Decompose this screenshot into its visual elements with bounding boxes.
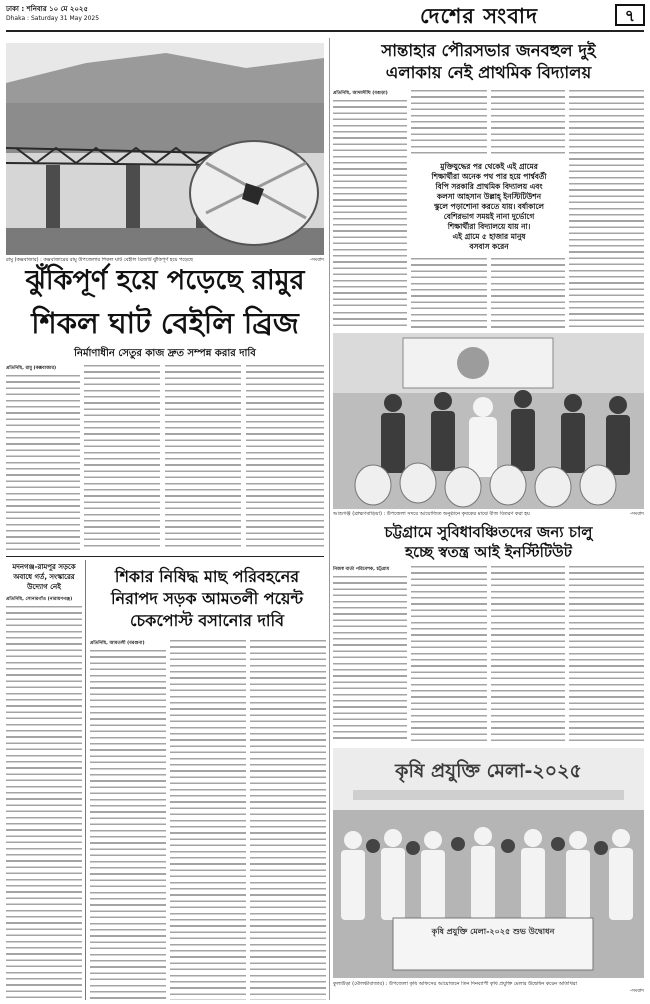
ctg-text-col1 xyxy=(333,576,407,742)
school-headline-line1: সান্তাহার পৌরসভার জনবহুল দুই xyxy=(381,41,596,60)
pullquote-line: বেশিরভাগ সময়ই নানা দুর্ভোগে xyxy=(443,212,535,221)
fair-banner xyxy=(333,748,644,810)
fair-banner-strip xyxy=(353,790,624,800)
bridge-text-col1 xyxy=(6,375,80,550)
fish-headline-line2: নিরাপদ সড়ক আমতলী পয়েন্ট xyxy=(110,589,304,608)
school-text-col1b xyxy=(333,312,407,328)
bridge-photo-credit: -সংবাদ xyxy=(309,257,324,263)
header-date-en: Dhaka : Saturday 31 May 2025 xyxy=(6,15,100,22)
fair-crowd-illustration xyxy=(333,810,644,978)
fair-credit: -সংবাদ xyxy=(629,988,644,994)
seed-photo-caption: আশুগঞ্জ (ব্রাহ্মণবাড়িয়া) : উপজেলা সদরে আয়োজিত অনুষ্ঠানে কৃষকের মাঝে বীজ বিতরণ করা হয় xyxy=(333,511,530,517)
fish-headline xyxy=(90,566,324,632)
fair-banner-title: কৃষি প্রযুক্তি মেলা-২০২৫ xyxy=(395,760,582,782)
school-text-col2 xyxy=(411,90,487,158)
bridge-text-col4 xyxy=(246,365,324,550)
road-headline-line2: অবাধে গর্ত, সংস্কারের xyxy=(13,573,75,581)
fish-byline: প্রতিনিধি, আমতলী (বরগুনা) xyxy=(90,641,145,646)
ctg-text-col3 xyxy=(491,566,565,742)
header-rule xyxy=(6,30,644,32)
fair-caption: কুলাউড়া (মৌলভীবাজার) : উপজেলা কৃষি অফিসের আয়োজনে তিন দিনব্যাপী কৃষি প্রযুক্তি মেলার উদ্বোধন করেন অতিথিরা xyxy=(333,981,578,987)
school-headline xyxy=(333,40,644,84)
bridge-headline-line1: ঝুঁকিপূর্ণ হয়ে পড়েছে রামুর xyxy=(25,265,305,296)
header-date-bn: ঢাকা : শনিবার ১০ মে ২০২৫ xyxy=(6,5,89,13)
pullquote-line: শিক্ষার্থীরা বিদ্যালয়ে যায় না। xyxy=(447,222,531,231)
fish-headline-line1: শিকার নিষিদ্ধ মাছ পরিবহনের xyxy=(114,567,300,586)
column-divider-main xyxy=(329,38,330,1000)
road-text xyxy=(6,606,82,1000)
bridge-subhead: নির্মাণাধীন সেতুর কাজ দ্রুত সম্পন্ন করার দাবি xyxy=(74,348,256,359)
bridge-text-col3 xyxy=(165,365,241,550)
school-text-col1 xyxy=(333,100,407,310)
seed-distribution-photo xyxy=(333,333,644,509)
ctg-text-col4 xyxy=(569,566,644,742)
seed-photo-credit: -সংবাদ xyxy=(629,511,644,517)
bridge-headline-line2: শিকল ঘাট বেইলি ব্রিজ xyxy=(31,306,299,340)
seed-distribution-illustration xyxy=(333,333,644,509)
bridge-photo-caption: রামু (কক্সবাজার) : কক্সবাজারের রামু উপজেলার শিকল ঘাট বেইলি ব্রিজটি ঝুঁকিপূর্ণ হয়ে পড়েছে xyxy=(6,257,194,263)
school-text-col3b xyxy=(491,258,565,328)
school-headline-line2: এলাকায় নেই প্রাথমিক বিদ্যালয় xyxy=(385,63,592,82)
fish-text-col2 xyxy=(170,640,246,1000)
school-pullquote xyxy=(413,162,565,252)
bridge-bottom-rule xyxy=(6,556,324,557)
bridge-illustration xyxy=(6,43,324,255)
agri-fair-photo xyxy=(333,748,644,978)
ctg-headline-line2: হচ্ছে স্বতন্ত্র আই ইনস্টিটিউট xyxy=(405,543,572,561)
page-number: ৭ xyxy=(615,4,645,26)
bridge-text-col2 xyxy=(84,365,160,550)
road-headline-line1: মদনগঞ্জ-রামপুর সড়কে xyxy=(12,563,76,571)
fish-text-col3 xyxy=(250,640,326,1000)
bridge-byline: প্রতিনিধি, রামু (কক্সবাজার) xyxy=(6,366,57,371)
school-text-col4 xyxy=(569,90,644,328)
road-byline: প্রতিনিধি, সোনারগাঁও (নারায়ণগঞ্জ) xyxy=(6,597,73,602)
pullquote-line: কলসা আহসান উল্লাহ্ ইনস্টিটিউশন xyxy=(436,192,542,201)
pullquote-line: শিক্ষার্থীরা অনেক পথ পার হয়ে পার্শ্ববর্তী xyxy=(431,172,547,181)
road-headline xyxy=(6,562,82,592)
pullquote-line: স্কুলে পড়াশোনা করতে যায়। বর্ষাকালে xyxy=(434,202,544,211)
fish-headline-line3: চেকপোস্ট বসানোর দাবি xyxy=(130,611,284,630)
column-divider-left xyxy=(85,560,86,1000)
masthead: দেশের সংবাদ xyxy=(420,4,539,28)
school-text-col3 xyxy=(491,90,565,158)
ctg-headline-line1: চট্টগ্রামে সুবিধাবঞ্চিতদের জন্য চালু xyxy=(384,523,593,541)
ctg-byline: নিজস্ব বার্তা পরিবেশক, চট্টগ্রাম xyxy=(333,567,390,572)
pullquote-line: বিপি সরকারি প্রাথমিক বিদ্যালয় এবং xyxy=(435,182,543,191)
pullquote-line: এই গ্রামে ৫ হাজার মানুষ xyxy=(452,232,526,241)
pullquote-line: মুক্তিযুদ্ধের পর থেকেই এই গ্রামের xyxy=(440,162,538,171)
ctg-headline xyxy=(333,522,644,562)
school-byline: প্রতিনিধি, আদমদীঘি (বগুড়া) xyxy=(333,91,388,96)
school-text-col2b xyxy=(411,258,487,328)
pullquote-line: বসবাস করেন xyxy=(469,242,509,251)
road-headline-line3: উদ্যোগ নেই xyxy=(27,583,61,591)
bridge-photo xyxy=(6,43,324,255)
fair-banner-small: কৃষি প্রযুক্তি মেলা-২০২৫ শুভ উদ্বোধন xyxy=(431,927,555,936)
fish-text-col1 xyxy=(90,650,166,1000)
ctg-text-col2 xyxy=(411,566,487,742)
